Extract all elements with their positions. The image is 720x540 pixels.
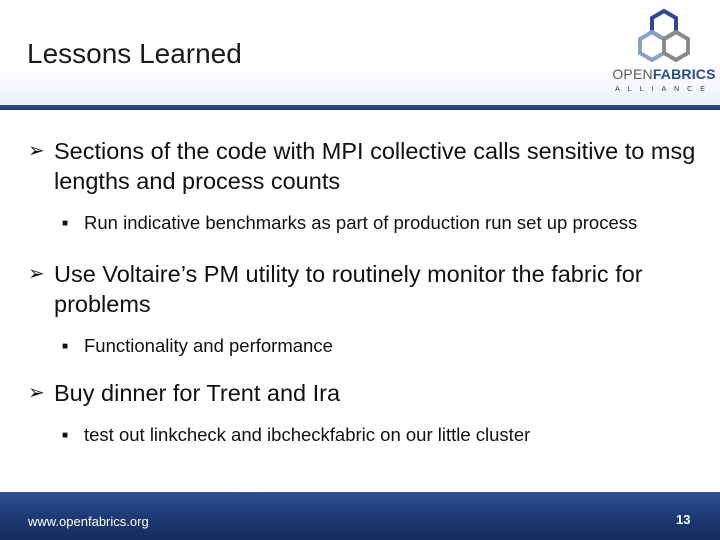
- bullet-text: Use Voltaire’s PM utility to routinely monitor the fabric for problems: [54, 261, 643, 317]
- square-bullet-icon: ■: [62, 341, 69, 352]
- square-bullet-icon: ■: [62, 218, 69, 229]
- square-bullet-icon: ■: [62, 430, 69, 441]
- bullet-item: [28, 378, 698, 408]
- arrow-bullet-icon: ➢: [28, 140, 45, 162]
- logo-wordmark: [612, 66, 716, 82]
- slide-title: Lessons Learned: [27, 38, 242, 69]
- slide-content: [28, 136, 698, 447]
- title-divider: [0, 105, 720, 110]
- sub-bullet-item: [28, 210, 698, 235]
- footer-url: www.openfabrics.org: [28, 514, 149, 529]
- logo-subtitle: ALLIANCE: [615, 86, 713, 93]
- sub-bullet-text: test out linkcheck and ibcheckfabric on our little cluster: [84, 424, 531, 445]
- sub-bullet-text: Functionality and performance: [84, 335, 333, 356]
- sub-bullet-item: [28, 333, 698, 358]
- page-number: 13: [676, 512, 691, 527]
- sub-bullet-item: [28, 422, 698, 447]
- arrow-bullet-icon: ➢: [28, 382, 45, 404]
- slide-header: [0, 0, 720, 108]
- slide-footer: [0, 492, 720, 540]
- bullet-item: [28, 259, 698, 319]
- openfabrics-logo: [612, 8, 716, 100]
- logo-word-fabrics: FABRICS: [652, 66, 716, 82]
- bullet-text: Buy dinner for Trent and Ira: [54, 380, 341, 406]
- bullet-text: Sections of the code with MPI collective calls sensitive to msg lengths and process counts: [54, 138, 696, 194]
- bullet-item: [28, 136, 698, 196]
- arrow-bullet-icon: ➢: [28, 263, 45, 285]
- hexagon-logo-icon: [626, 8, 702, 66]
- sub-bullet-text: Run indicative benchmarks as part of production run set up process: [84, 212, 638, 233]
- logo-word-open: OPEN: [612, 66, 653, 82]
